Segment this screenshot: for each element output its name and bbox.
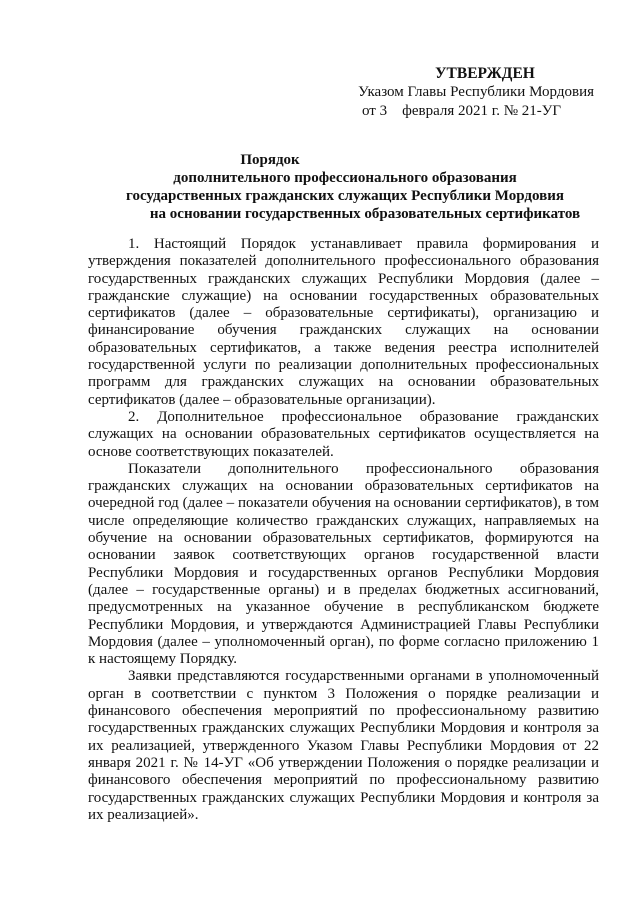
paragraph-2: 2. Дополнительное профессиональное образование гражданских служащих на основании образовательных сертификатов осуществляется на основе соответствующих показателей.: [88, 408, 599, 460]
title-line-4: на основании государственных образовательных сертификатов: [149, 206, 581, 222]
title-line-1: Порядок: [240, 152, 300, 168]
approval-stamp: [340, 64, 600, 121]
approval-decree-line: Указом Главы Республики Мордовия: [358, 84, 594, 100]
paragraph-3: Показатели дополнительного профессионального образования гражданских служащих на основании образовательных сертификатов на очередной год (далее – показатели обучения на основании сертификатов), в том числе определяющие количество гражданских служащих, направляемых на обучение на основании образовательных сертификатов, формируются на основании заявок соответствующих органов государственной власти Республики Мордовия и государственных органов Республики Мордовия (далее – государственные органы) и в пределах бюджетных ассигнований, предусмотренных на указанное обучение в республиканском бюджете Республики Мордовия, и утверждаются Администрацией Главы Республики Мордовия (далее – уполномоченный орган), по форме согласно приложению 1 к настоящему Порядку.: [88, 460, 599, 668]
approval-date-line: от 3 февраля 2021 г. № 21-УГ: [362, 103, 562, 119]
approval-title: УТВЕРЖДЕН: [435, 65, 535, 82]
paragraph-1: 1. Настоящий Порядок устанавливает правила формирования и утверждения показателей дополнительного профессионального образования государственных гражданских служащих Республики Мордовия (далее – гражданские служащие) на основании государственных образовательных сертификатов (далее – образовательные сертификаты), организацию и финансирование обучения гражданских служащих на основании образовательных сертификатов, а также ведения реестра исполнителей государственной услуги по реализации дополнительных профессиональных программ для гражданских служащих на основании образовательных сертификатов (далее – образовательные организации).: [88, 236, 599, 408]
document-body: [88, 236, 599, 824]
title-line-3: государственных гражданских служащих Республики Мордовия: [126, 188, 564, 204]
paragraph-4: Заявки представляются государственными органами в уполномоченный орган в соответствии с пунктом 3 Положения о порядке реализации и финансового обеспечения мероприятий по профессиональному развитию государственных гражданских служащих Республики Мордовия и контроля за их реализацией, утвержденного Указом Главы Республики Мордовия от 22 января 2021 г. № 14-УГ «Об утверждении Положения о порядке реализации и финансового обеспечения мероприятий по профессиональному развитию государственных гражданских служащих Республики Мордовия и контроля за их реализацией».: [88, 668, 599, 823]
title-line-2: дополнительного профессионального образования: [173, 170, 517, 186]
document-title: [90, 151, 600, 223]
